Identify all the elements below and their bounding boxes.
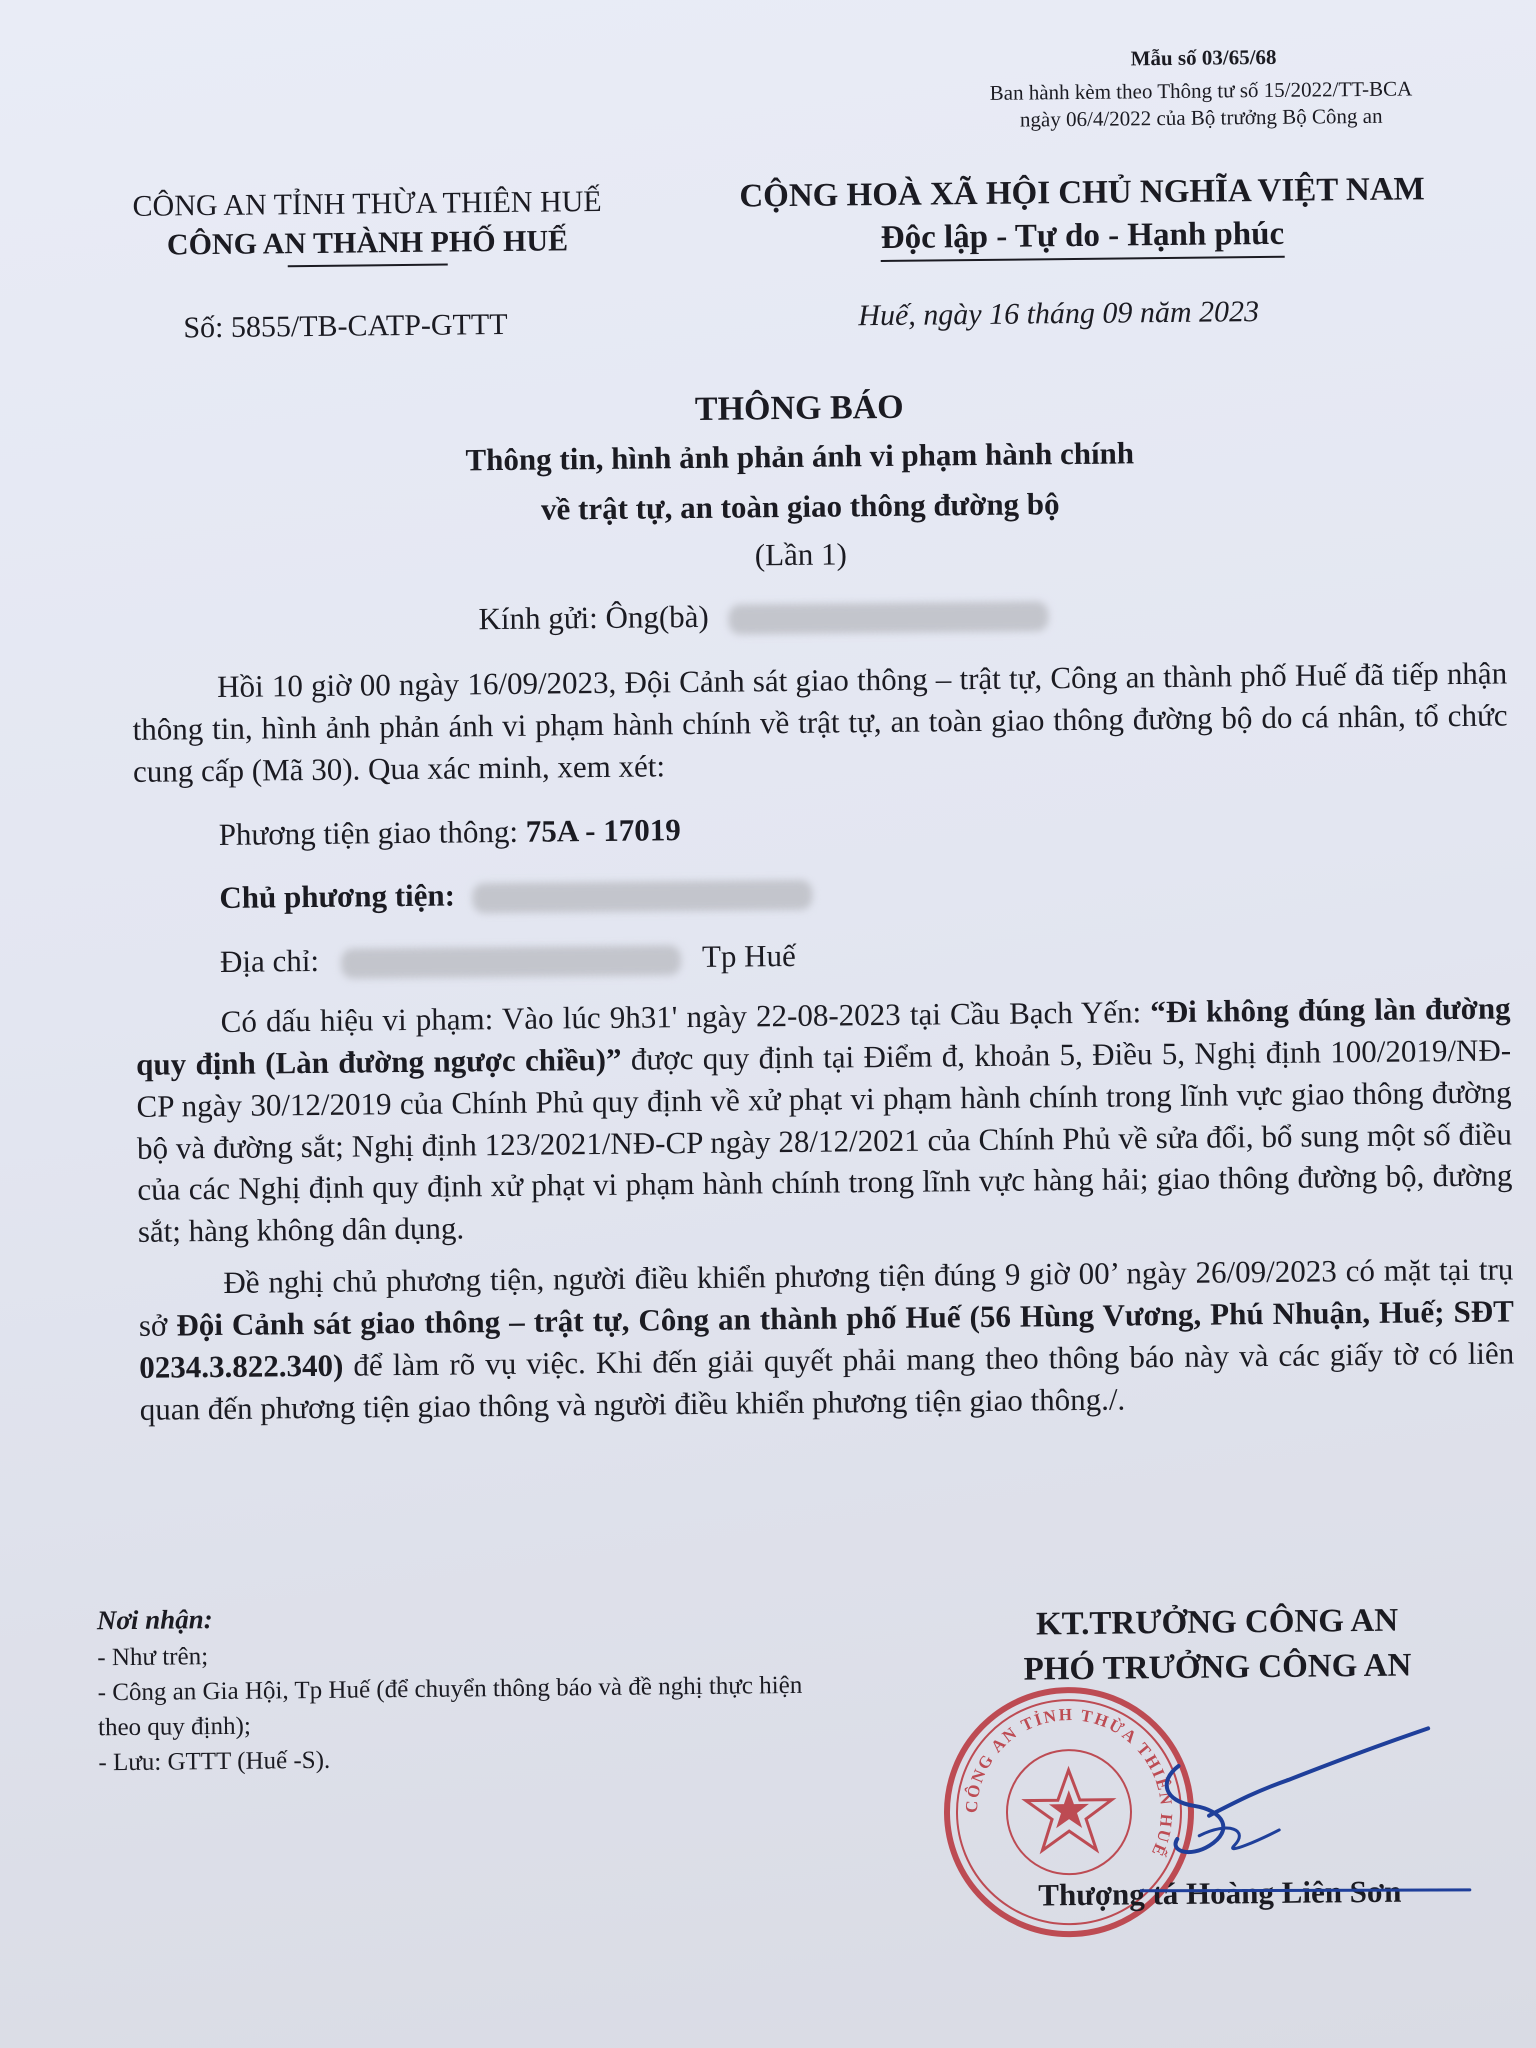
- form-issued-date: ngày 06/4/2022 của Bộ trưởng Bộ Công an: [1019, 104, 1383, 132]
- signer-name: Thượng tá Hoàng Liên Sơn: [1038, 1873, 1402, 1913]
- recipients-item: - Công an Gia Hội, Tp Huế (để chuyển thông báo và đề nghị thực hiện theo quy định);: [97, 1671, 803, 1742]
- violation-lead: Có dấu hiệu vi phạm: Vào lúc 9h31' ngày 22-08-2023 tại Cầu Bạch Yến:: [220, 994, 1142, 1040]
- document-date: Huế, ngày 16 tháng 09 năm 2023: [858, 295, 1260, 333]
- recipient-line: [478, 595, 1048, 637]
- request-paragraph: [138, 1249, 1515, 1431]
- request-rest: để làm rõ vụ việc. Khi đến giải quyết phải mang theo thông báo này và các giấy tờ có liên quan đến phương tiện giao thông và người điều khiển phương tiện giao thông./.: [139, 1335, 1515, 1427]
- document-subtitle: [285, 426, 1316, 536]
- violation-paragraph: [135, 988, 1513, 1253]
- agency-parent: CÔNG AN TỈNH THỪA THIÊN HUẾ: [132, 184, 602, 223]
- form-code: Mẫu số 03/65/68: [1130, 44, 1277, 71]
- request-place: Đội Cảnh sát giao thông – trật tự, Công an thành phố Huế (56 Hùng Vương, Phú Nhuận, Huế; SĐT 0234.3.822.340): [139, 1293, 1514, 1385]
- signer-position-2: PHÓ TRƯỞNG CÔNG AN: [1023, 1647, 1412, 1688]
- address-line: [135, 928, 1510, 984]
- owner-line: [134, 864, 1509, 920]
- agency-unit: CÔNG AN THÀNH PHỐ HUẾ: [166, 224, 569, 262]
- recipients-item: - Như trên;: [97, 1642, 209, 1672]
- recipients-title: Nơi nhận:: [96, 1604, 213, 1636]
- vehicle-line: [133, 800, 1508, 856]
- nation-motto: Độc lập - Tự do - Hạnh phúc: [881, 213, 1285, 262]
- nation-name: CỘNG HOÀ XÃ HỘI CHỦ NGHĨA VIỆT NAM: [739, 171, 1425, 215]
- vehicle-plate: 75A - 17019: [525, 811, 681, 849]
- redacted-recipient-name: [728, 601, 1048, 634]
- recipient-label: Kính gửi: Ông(bà): [478, 598, 709, 637]
- recipients-item: - Lưu: GTTT (Huế -S).: [98, 1746, 331, 1777]
- redacted-owner-name: [473, 880, 813, 914]
- form-issued-with: Ban hành kèm theo Thông tư số 15/2022/TT-BCA: [989, 76, 1413, 105]
- form-reference: [921, 75, 1482, 135]
- document-title: THÔNG BÁO: [694, 388, 904, 428]
- subtitle-line-1: Thông tin, hình ảnh phản ánh vi phạm hành chính: [465, 435, 1135, 478]
- signer-position-1: KT.TRƯỞNG CÔNG AN: [1035, 1602, 1399, 1643]
- agency-header: [87, 181, 648, 269]
- nation-header: [702, 168, 1463, 264]
- title-block: [284, 384, 1316, 578]
- handwritten-signature: [1138, 1718, 1480, 1922]
- document-number: Số: 5855/TB-CATP-GTTT: [183, 307, 508, 345]
- signature-block: [937, 1598, 1500, 1915]
- redacted-address: [341, 945, 681, 979]
- document-content: [40, 0, 1536, 2048]
- recipients-list: [97, 1595, 819, 1780]
- violation-legal-basis: được quy định tại Điểm đ, khoản 5, Điều 5, Nghị định 100/2019/NĐ-CP ngày 30/12/2019 của Chính Phủ quy định về xử phạt vi phạm hành chính trong lĩnh vực giao thông đường bộ và đường sắt; Nghị định 123/2021/NĐ-CP ngày 28/12/2021 của Chính Phủ về sửa đổi, bổ sung một số điều của các Nghị định quy định xử phạt vi phạm hành chính trong lĩnh vực hàng hải; giao thông đường bộ, đường sắt; hàng không dân dụng.: [136, 1032, 1513, 1250]
- address-label: Địa chỉ:: [219, 943, 320, 980]
- notice-round: (Lần 1): [754, 536, 848, 573]
- address-city: Tp Huế: [701, 938, 796, 975]
- seal-text: CÔNG AN TỈNH THỪA THIÊN HUẾ: [961, 1704, 1177, 1861]
- agency-underline: [288, 264, 448, 268]
- request-lead: Đề nghị chủ phương tiện, người điều khiển phương tiện đúng 9 giờ 00’ ngày 26/09/2023 có mặt tại trụ sở: [138, 1251, 1514, 1343]
- document-body: [132, 652, 1515, 1430]
- intro-paragraph: Hồi 10 giờ 00 ngày 16/09/2023, Đội Cảnh sát giao thông – trật tự, Công an thành phố Huế đã tiếp nhận thông tin, hình ảnh phản ánh vi phạm hành chính về trật tự, an toàn giao thông đường bộ do cá nhân, tổ chức cung cấp (Mã 30). Qua xác minh, xem xét:: [132, 655, 1508, 789]
- owner-label: Chủ phương tiện:: [219, 877, 456, 916]
- violation-name: “Đi không đúng làn đường quy định (Làn đường ngược chiều)”: [135, 990, 1511, 1082]
- subtitle-line-2: về trật tự, an toàn giao thông đường bộ: [540, 485, 1060, 527]
- vehicle-label: Phương tiện giao thông:: [218, 813, 519, 852]
